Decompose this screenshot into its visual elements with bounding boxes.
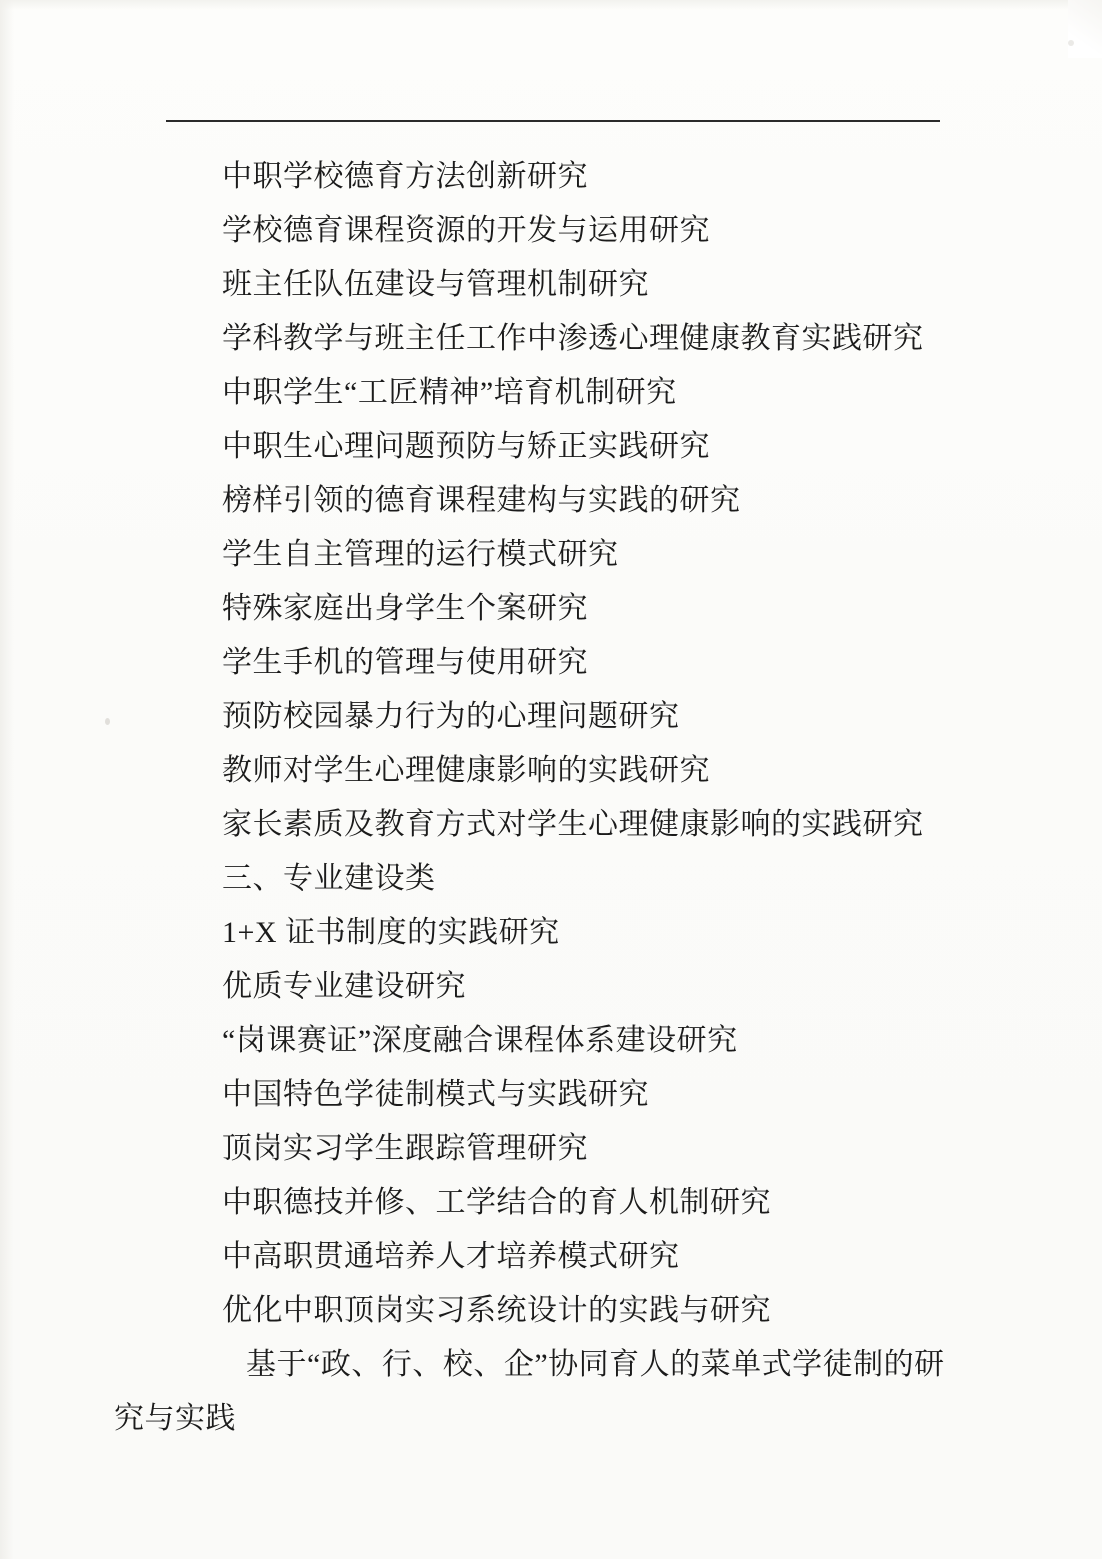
- section-heading: 三、专业建设类: [222, 862, 436, 895]
- list-item: 优质专业建设研究: [222, 970, 466, 1003]
- list-item: 1+X 证书制度的实践研究: [222, 916, 560, 949]
- list-item: 中职德技并修、工学结合的育人机制研究: [222, 1186, 771, 1219]
- list-item: 中职生心理问题预防与矫正实践研究: [222, 430, 710, 463]
- list-item: 中职学校德育方法创新研究: [222, 160, 588, 193]
- header-rule: [166, 120, 940, 122]
- list-item: 中国特色学徒制模式与实践研究: [222, 1078, 649, 1111]
- list-item: 顶岗实习学生跟踪管理研究: [222, 1132, 588, 1165]
- list-item: 学生自主管理的运行模式研究: [222, 538, 619, 571]
- list-item: 学校德育课程资源的开发与运用研究: [222, 214, 710, 247]
- list-item-continuation: 究与实践: [114, 1402, 236, 1435]
- list-item: 教师对学生心理健康影响的实践研究: [222, 754, 710, 787]
- list-item: 班主任队伍建设与管理机制研究: [222, 268, 649, 301]
- list-item: 学生手机的管理与使用研究: [222, 646, 588, 679]
- list-item: 预防校园暴力行为的心理问题研究: [222, 700, 680, 733]
- list-item: 基于“政、行、校、企”协同育人的菜单式学徒制的研: [246, 1348, 945, 1381]
- list-item: 特殊家庭出身学生个案研究: [222, 592, 588, 625]
- list-item: 家长素质及教育方式对学生心理健康影响的实践研究: [222, 808, 924, 841]
- list-item: “岗课赛证”深度融合课程体系建设研究: [222, 1024, 738, 1057]
- list-item: 学科教学与班主任工作中渗透心理健康教育实践研究: [222, 322, 924, 355]
- list-item: 中高职贯通培养人才培养模式研究: [222, 1240, 680, 1273]
- list-item: 优化中职顶岗实习系统设计的实践与研究: [222, 1294, 771, 1327]
- list-item: 中职学生“工匠精神”培育机制研究: [222, 376, 677, 409]
- list-item: 榜样引领的德育课程建构与实践的研究: [222, 484, 741, 517]
- topic-list: [114, 150, 956, 1446]
